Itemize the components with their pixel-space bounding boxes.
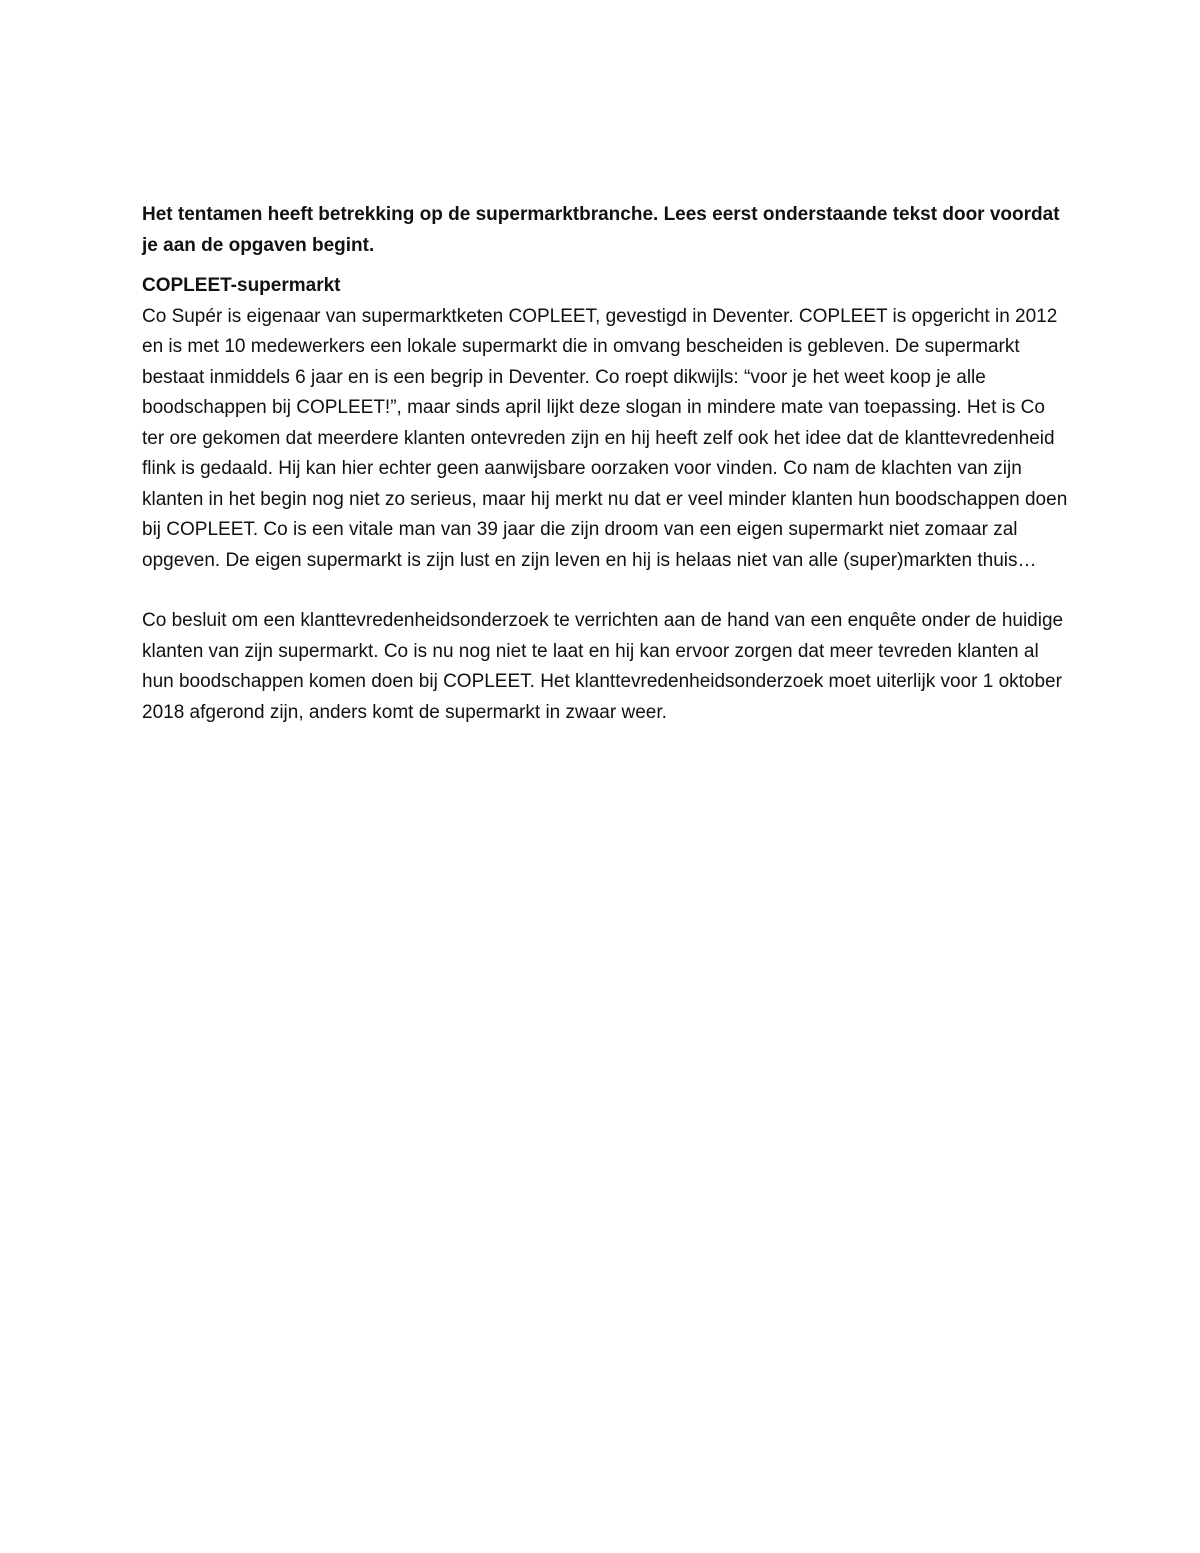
document-body — [142, 200, 1072, 728]
paragraph-2: Co besluit om een klanttevredenheidsonderzoek te verrichten aan de hand van een enquête onder de huidige klanten van zijn supermarkt. Co is nu nog niet te laat en hij kan ervoor zorgen dat meer tevreden klanten al hun boodschappen komen doen bij COPLEET. Het klanttevredenheidsonderzoek moet uiterlijk voor 1 oktober 2018 afgerond zijn, anders komt de supermarkt in zwaar weer. — [142, 610, 1064, 723]
paragraph-1: Co Supér is eigenaar van supermarktketen COPLEET, gevestigd in Deventer. COPLEET is opgericht in 2012 en is met 10 medewerkers een lokale supermarkt die in omvang bescheiden is gebleven. De supermarkt bestaat inmiddels 6 jaar en is een begrip in Deventer. Co roept dikwijls: “voor je het weet koop je alle boodschappen bij COPLEET!”, maar sinds april lijkt deze slogan in mindere mate van toepassing. Het is Co ter ore gekomen dat meerdere klanten ontevreden zijn en hij heeft zelf ook het idee dat de klanttevredenheid flink is gedaald. Hij kan hier echter geen aanwijsbare oorzaken voor vinden. Co nam de klachten van zijn klanten in het begin nog niet zo serieus, maar hij merkt nu dat er veel minder klanten hun boodschappen doen bij COPLEET. Co is een vitale man van 39 jaar die zijn droom van een eigen supermarkt niet zomaar zal opgeven. De eigen supermarkt is zijn lust en zijn leven en hij is helaas niet van alle (super)markten thuis… — [142, 305, 1068, 571]
intro-text: Het tentamen heeft betrekking op de supermarktbranche. Lees eerst onderstaande tekst door voordat je aan de opgaven begint. — [142, 204, 1060, 256]
section-title: COPLEET-supermarkt — [142, 275, 341, 296]
